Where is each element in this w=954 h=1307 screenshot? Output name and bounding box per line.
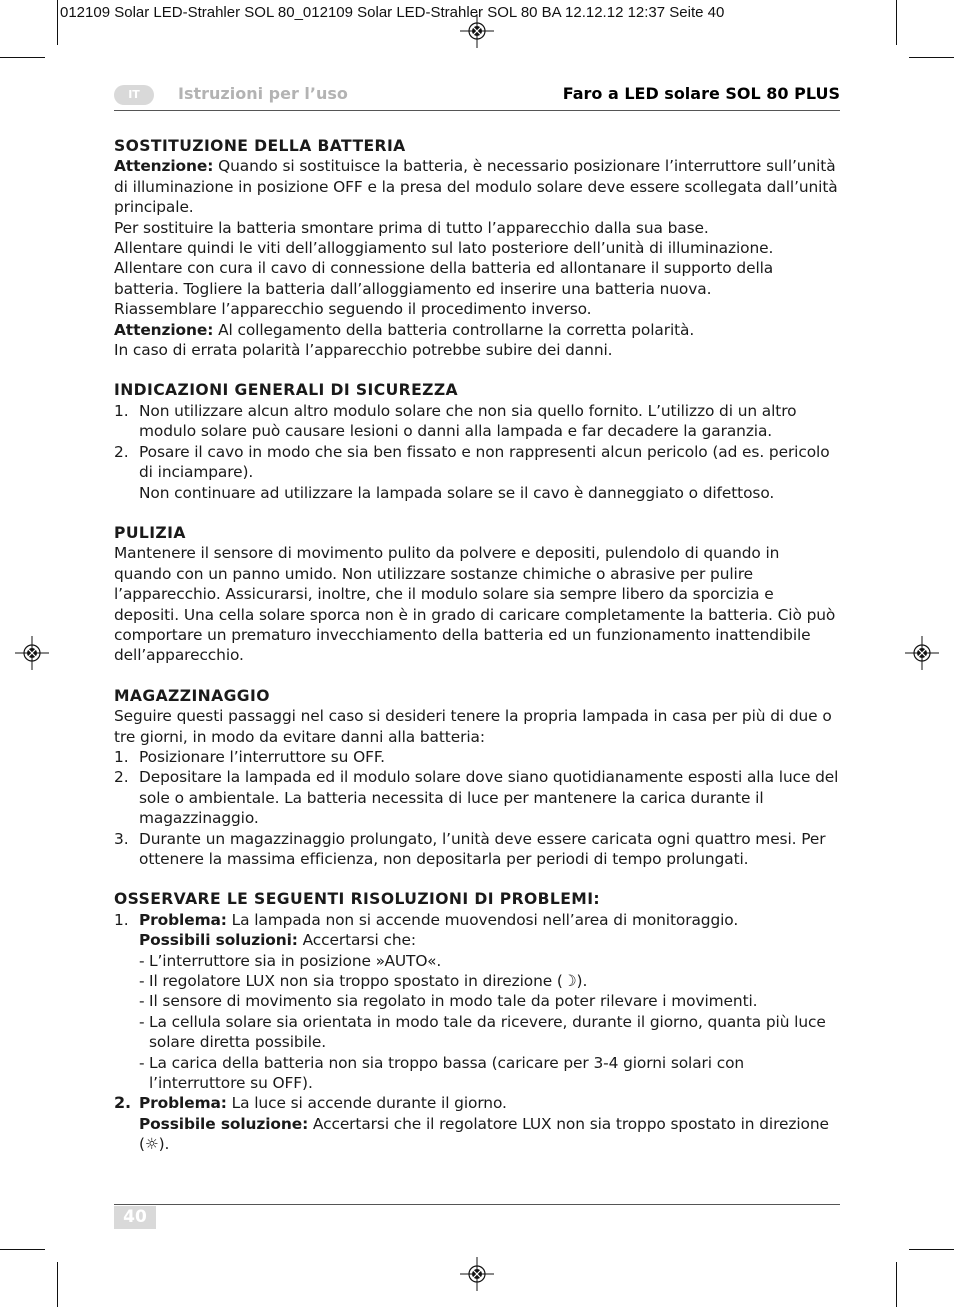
- solution-bullet: - L’interruttore sia in posizione »AUTO«.: [139, 951, 840, 971]
- problem-text: La luce si accende durante il giorno.: [226, 1094, 507, 1113]
- section-heading: SOSTITUZIONE DELLA BATTERIA: [114, 137, 406, 155]
- section-heading: MAGAZZINAGGIO: [114, 686, 270, 705]
- problem-label: Problema:: [139, 1094, 227, 1113]
- solution-label: Possibile soluzione:: [139, 1114, 309, 1133]
- list-item-text: Durante un magazzinaggio prolungato, l’unità deve essere caricata ogni quattro mesi. Per ottenere la massima efficienza, non depositarla per periodi di tempo prolungati.: [139, 829, 826, 868]
- registration-mark-icon: [460, 14, 494, 48]
- paragraph: [114, 156, 840, 217]
- numbered-list: [114, 910, 840, 1155]
- paragraph: Riassemblare l’apparecchio seguendo il procedimento inverso.: [114, 300, 592, 319]
- list-number: 2.: [114, 768, 129, 787]
- registration-mark-icon: [905, 636, 939, 670]
- section-storage: [114, 686, 840, 870]
- crop-mark: [57, 1262, 58, 1307]
- section-troubleshooting: [114, 889, 840, 1154]
- solution-line: [139, 930, 840, 950]
- list-number: 1.: [114, 747, 129, 766]
- list-number: 3.: [114, 829, 129, 848]
- section-cleaning: [114, 523, 840, 666]
- solution-bullet: - La carica della batteria non sia troppo bassa (caricare per 3-4 giorni solari con l’interruttore su OFF).: [139, 1053, 840, 1094]
- numbered-list: [114, 401, 840, 503]
- section-safety: [114, 380, 840, 502]
- registration-mark-icon: [460, 1257, 494, 1291]
- solution-label: Possibili soluzioni:: [139, 931, 298, 950]
- list-item: [114, 829, 840, 870]
- problem-line: [139, 1093, 840, 1113]
- section-heading: INDICAZIONI GENERALI DI SICUREZZA: [114, 381, 459, 400]
- list-item-text: Posare il cavo in modo che sia ben fissato e non rappresenti alcun pericolo (ad es. pericolo di inciampare).: [139, 442, 830, 482]
- header-section-title: Istruzioni per l’uso: [178, 84, 348, 103]
- crop-mark: [896, 0, 897, 45]
- solution-text: Accertarsi che:: [297, 931, 416, 950]
- problem-line: [139, 910, 840, 930]
- list-number: 2.: [114, 442, 129, 461]
- crop-mark: [909, 57, 954, 58]
- paragraph-text: Quando si sostituisce la batteria, è necessario posizionare l’interruttore sull’unità di illuminazione in posizione OFF e la presa del modulo solare deve essere scollegata dall’unità principale.: [114, 157, 838, 217]
- language-badge: IT: [114, 85, 154, 105]
- crop-mark: [0, 1249, 45, 1250]
- paragraph: Mantenere il sensore di movimento pulito da polvere e depositi, pulendolo di quando in quando con un panno umido. Non utilizzare sostanze chimiche o abrasive per pulire l’apparecchio. Assicurarsi, inoltre, che il modulo solare sia sempre libero da sporcizia e depositi. Una cella solare sporca non è in grado di caricare completamente la batteria. Ciò può comportare un prematuro invecchiamento della batteria ed un funzionamento inattendibile dell’apparecchio.: [114, 544, 836, 665]
- crop-mark: [909, 1249, 954, 1250]
- page-number: 40: [114, 1206, 156, 1229]
- list-number: 2.: [114, 1093, 132, 1113]
- page-header: [114, 83, 840, 111]
- bold-label: Attenzione:: [114, 157, 214, 176]
- paragraph-text: Al collegamento della batteria controllarne la corretta polarità.: [213, 320, 695, 339]
- list-item: [114, 910, 840, 1094]
- list-item: [114, 401, 840, 442]
- section-battery-replacement: [114, 136, 840, 360]
- paragraph: Allentare quindi le viti dell’alloggiamento sul lato posteriore dell’unità di illuminazione.: [114, 239, 774, 258]
- list-item: [114, 442, 840, 503]
- list-item-text: Non utilizzare alcun altro modulo solare che non sia quello fornito. L’utilizzo di un altro modulo solare può causare lesioni o danni alla lampada e far decadere la garanzia.: [139, 401, 797, 441]
- solution-text: Accertarsi che il regolatore LUX non sia troppo spostato in direzione (☼).: [139, 1114, 829, 1154]
- problem-text: La lampada non si accende muovendosi nell’area di monitoraggio.: [226, 910, 739, 929]
- list-item-text: Posizionare l’interruttore su OFF.: [139, 747, 385, 766]
- section-heading: OSSERVARE LE SEGUENTI RISOLUZIONI DI PROBLEMI:: [114, 890, 601, 909]
- header-product-title: Faro a LED solare SOL 80 PLUS: [562, 84, 840, 103]
- list-item: [114, 767, 840, 828]
- list-item-text: Non continuare ad utilizzare la lampada solare se il cavo è danneggiato o difettoso.: [139, 483, 775, 502]
- footer-rule: [114, 1204, 840, 1205]
- crop-mark: [896, 1262, 897, 1307]
- print-slug: 012109 Solar LED-Strahler SOL 80_012109 Solar LED-Strahler SOL 80 BA 12.12.12 12:37 Seite 40: [60, 4, 725, 21]
- solution-bullet: - Il sensore di movimento sia regolato in modo tale da poter rilevare i movimenti.: [139, 991, 840, 1011]
- paragraph: Seguire questi passaggi nel caso si desideri tenere la propria lampada in casa per più di due o tre giorni, in modo da evitare danni alla batteria:: [114, 707, 832, 746]
- paragraph: In caso di errata polarità l’apparecchio potrebbe subire dei danni.: [114, 341, 613, 360]
- numbered-list: [114, 747, 840, 869]
- paragraph: Per sostituire la batteria smontare prima di tutto l’apparecchio dalla sua base.: [114, 218, 709, 237]
- bold-label: Attenzione:: [114, 320, 214, 339]
- list-item: [114, 1093, 840, 1154]
- solution-line: [139, 1114, 840, 1155]
- crop-mark: [57, 0, 58, 45]
- list-number: 1.: [114, 910, 129, 929]
- list-item-text: Depositare la lampada ed il modulo solare dove siano quotidianamente esposti alla luce del sole o ambientale. La batteria necessita di luce per mantenere la carica durante il magazzinaggio.: [139, 768, 839, 828]
- crop-mark: [0, 57, 45, 58]
- section-heading: PULIZIA: [114, 523, 186, 542]
- paragraph: [114, 320, 840, 340]
- list-number: 1.: [114, 401, 129, 420]
- problem-label: Problema:: [139, 910, 227, 929]
- solution-bullet: - La cellula solare sia orientata in modo tale da ricevere, durante il giorno, quanta più luce solare diretta possibile.: [139, 1012, 840, 1053]
- solution-bullet: - Il regolatore LUX non sia troppo spostato in direzione (☽).: [139, 971, 840, 991]
- paragraph: Allentare con cura il cavo di connessione della batteria ed allontanare il supporto della batteria. Togliere la batteria dall’alloggiamento ed inserire una batteria nuova.: [114, 259, 774, 298]
- page-content: [114, 136, 840, 1175]
- registration-mark-icon: [15, 636, 49, 670]
- list-item: [114, 747, 840, 767]
